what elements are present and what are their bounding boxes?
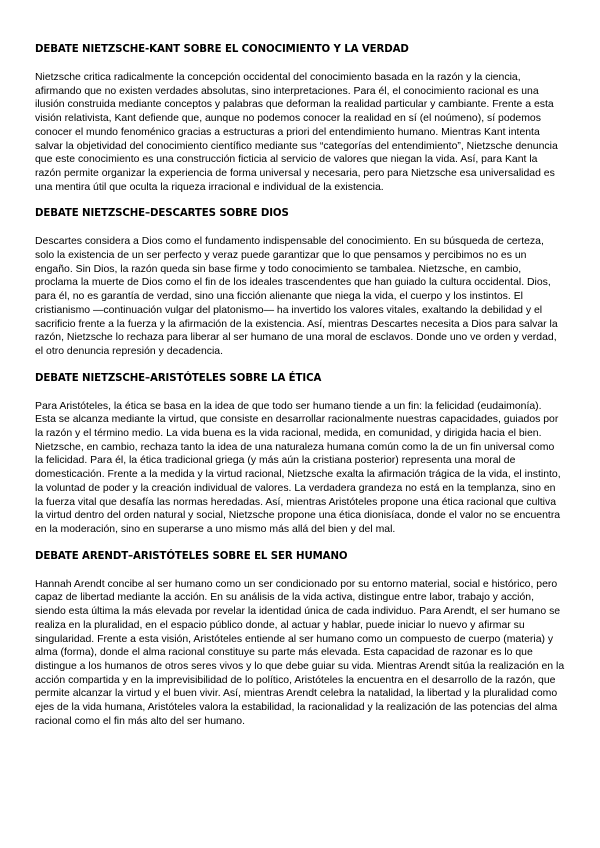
section-body: Hannah Arendt concibe al ser humano como un ser condicionado por su entorno material, social e histórico, pero capaz de libertad mediante la acción. En su análisis de la vida activa, distingue entre labor, trabajo y acción, siendo esta última la más elevada por revelar la identidad única de cada individuo. Para Arendt, el ser humano se realiza en la pluralidad, en el espacio público donde, al actuar y hablar, puede iniciar lo nuevo y afirmar su singularidad. Frente a esta visión, Aristóteles entiende al ser humano como un compuesto de cuerpo (materia) y alma (forma), donde el alma racional constituye su parte más elevada. Esta capacidad de razonar es lo que distingue a los humanos de otros seres vivos y lo que debe guiar su vida. Mientras Arendt sitúa la realización en la acción compartida y en la imprevisibilidad de lo político, Aristóteles la encuentra en el desarrollo de la razón, que permite alcanzar la virtud y el buen vivir. Así, mientras Arendt celebra la natalidad, la libertad y la pluralidad como ejes de la vida humana, Aristóteles valora la estabilidad, la racionalidad y la realización de las potencias del alma racional como el fin más alto del ser humano.: [35, 578, 565, 727]
section-body: Descartes considera a Dios como el fundamento indispensable del conocimiento. En su búsqueda de certeza, solo la existencia de un ser perfecto y veraz puede garantizar que lo que pensamos y percibimos no es un engaño. Sin Dios, la razón queda sin base firme y todo conocimiento se tambalea. Nietzsche, en cambio, proclama la muerte de Dios como el fin de los ideales trascendentes que han guiado la cultura occidental. Dios, para él, no es garantía de verdad, sino una ficción alienante que niega la vida, el cuerpo y los instintos. El cristianismo —continuación vulgar del platonismo— ha invertido los valores vitales, exaltando la debilidad y el sacrificio frente a la fuerza y la afirmación de la existencia. Así, mientras Descartes necesita a Dios para salvar la razón, Nietzsche lo rechaza para liberar al ser humano de una moral de esclavos. Donde uno ve orden y verdad, el otro denuncia represión y decadencia.: [35, 236, 558, 357]
section-body: Nietzsche critica radicalmente la concepción occidental del conocimiento basada en la razón y la ciencia, afirmando que no existen verdades absolutas, sino interpretaciones. Para él, el conocimiento racional es una ilusión construida mediante conceptos y palabras que deforman la realidad particular y cambiante. Frente a esta visión relativista, Kant defiende que, aunque no podemos conocer la realidad en sí (el noúmeno), sí podemos conocer el mundo fenoménico gracias a estructuras a priori del entendimiento humano. Mientras Kant intenta salvar la objetividad del conocimiento científico mediante sus “categorías del entendimiento”, Nietzsche denuncia que este conocimiento es una construcción ficticia al servicio de valores que niegan la vida. Así, para Kant la razón permite organizar la experiencia de forma universal y necesaria, pero para Nietzsche esa universalidad es una mentira útil que oculta la riqueza irracional e individual de la existencia.: [35, 72, 558, 193]
section-nietzsche-aristoteles: [35, 372, 565, 537]
section-nietzsche-kant: [35, 43, 565, 194]
document-page: [35, 43, 565, 741]
section-heading: DEBATE NIETZSCHE-KANT SOBRE EL CONOCIMIENTO Y LA VERDAD: [35, 44, 409, 55]
section-arendt-aristoteles: [35, 550, 565, 729]
section-nietzsche-descartes: [35, 207, 565, 358]
section-heading: DEBATE NIETZSCHE–ARISTÓTELES SOBRE LA ÉTICA: [35, 372, 322, 384]
section-body: Para Aristóteles, la ética se basa en la idea de que todo ser humano tiende a un fin: la felicidad (eudaimonía). Esta se alcanza mediante la virtud, que consiste en desarrollar racionalmente nuestras capacidades, guiados por la razón y el término medio. La vida buena es la vida racional, medida, en comunidad, y dirigida hacia el bien. Nietzsche, en cambio, rechaza tanto la idea de una naturaleza humana común como la de un fin universal como la felicidad. Para él, la ética tradicional griega (y más aún la cristiana posterior) representa una moral de domesticación. Frente a la medida y la virtud racional, Nietzsche exalta la afirmación trágica de la vida, el instinto, la voluntad de poder y la creación individual de valores. La verdadera grandeza no está en la templanza, sino en la fuerza vital que desafía las normas heredadas. Así, mientras Aristóteles propone una ética racional que cultiva la virtud dentro del orden natural y social, Nietzsche propone una ética dionisíaca, donde el valor no se encuentra en la moderación, sino en superarse a uno mismo más allá del bien y del mal.: [35, 400, 561, 535]
section-heading: DEBATE NIETZSCHE–DESCARTES SOBRE DIOS: [35, 208, 289, 220]
section-heading: DEBATE ARENDT–ARISTÓTELES SOBRE EL SER HUMANO: [35, 550, 348, 562]
